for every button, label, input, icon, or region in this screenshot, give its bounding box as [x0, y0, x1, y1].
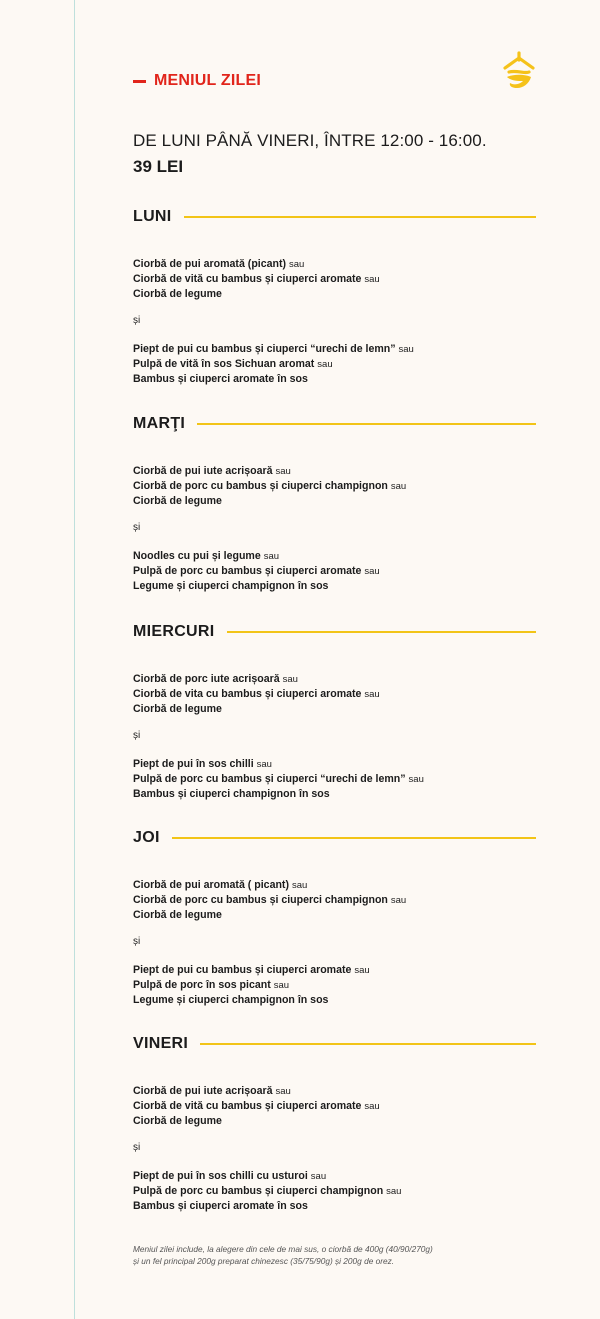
and-separator: și [133, 936, 141, 947]
soup-option: Ciorbă de vita cu bambus și ciuperci aromate sau [133, 688, 380, 700]
day-divider [172, 837, 536, 839]
serving-hours: DE LUNI PÂNĂ VINERI, ÎNTRE 12:00 - 16:00. [133, 131, 487, 150]
main-option: Piept de pui în sos chilli sau [133, 758, 272, 770]
title-dash [133, 80, 146, 83]
day-name: MIERCURI [133, 623, 215, 640]
restaurant-logo-icon [499, 50, 539, 92]
day-name: VINERI [133, 1035, 189, 1052]
menu-footnote [133, 1243, 553, 1267]
soup-option: Ciorbă de pui iute acrișoară sau [133, 1085, 291, 1097]
day-divider [197, 423, 536, 425]
day-section-miercuri [133, 622, 536, 801]
and-separator: și [133, 522, 141, 533]
soup-option: Ciorbă de legume [133, 495, 222, 507]
main-option: Legume și ciuperci champignon în sos [133, 580, 329, 592]
day-name: MARŢI [133, 415, 186, 432]
soup-option: Ciorbă de legume [133, 703, 222, 715]
footnote-line: Meniul zilei include, la alegere din cele de mai sus, o ciorbă de 400g (40/90/270g) [133, 1244, 433, 1254]
and-separator: și [133, 730, 141, 741]
main-option: Legume și ciuperci champignon în sos [133, 994, 329, 1006]
main-option: Pulpă de porc în sos picant sau [133, 979, 290, 991]
day-section-joi [133, 828, 536, 1007]
soup-option: Ciorbă de porc cu bambus și ciuperci champignon sau [133, 480, 407, 492]
main-option: Pulpă de porc cu bambus și ciuperci “urechi de lemn” sau [133, 773, 424, 785]
footnote-line: și un fel principal 200g preparat chinezesc (35/75/90g) și 200g de orez. [133, 1256, 395, 1266]
menu-price: 39 LEI [133, 157, 184, 176]
main-option: Piept de pui cu bambus și ciuperci “urechi de lemn” sau [133, 343, 414, 355]
soup-option: Ciorbă de legume [133, 909, 222, 921]
menu-header [133, 72, 261, 90]
main-option: Pulpă de porc cu bambus și ciuperci aromate sau [133, 565, 380, 577]
soup-option: Ciorbă de pui aromată (picant) sau [133, 258, 305, 270]
main-option: Bambus și ciuperci aromate în sos [133, 1200, 308, 1212]
day-name: LUNI [133, 208, 172, 225]
main-option: Bambus și ciuperci champignon în sos [133, 788, 330, 800]
main-option: Piept de pui cu bambus și ciuperci aromate sau [133, 964, 370, 976]
day-section-luni [133, 207, 536, 386]
soup-option: Ciorbă de pui iute acrișoară sau [133, 465, 291, 477]
day-divider [200, 1043, 536, 1045]
soup-option: Ciorbă de legume [133, 1115, 222, 1127]
page-title: MENIUL ZILEI [154, 72, 261, 89]
main-option: Noodles cu pui și legume sau [133, 550, 280, 562]
left-margin-rule [74, 0, 75, 1319]
soup-option: Ciorbă de vită cu bambus și ciuperci aromate sau [133, 1100, 380, 1112]
and-separator: și [133, 315, 141, 326]
soup-option: Ciorbă de porc iute acrișoară sau [133, 673, 298, 685]
day-section-marti [133, 414, 536, 593]
main-option: Pulpă de vită în sos Sichuan aromat sau [133, 358, 333, 370]
main-option: Bambus și ciuperci aromate în sos [133, 373, 308, 385]
and-separator: și [133, 1142, 141, 1153]
main-option: Pulpă de porc cu bambus și ciuperci champignon sau [133, 1185, 402, 1197]
soup-option: Ciorbă de pui aromată ( picant) sau [133, 879, 308, 891]
day-section-vineri [133, 1034, 536, 1213]
soup-option: Ciorbă de legume [133, 288, 222, 300]
day-divider [227, 631, 536, 633]
day-name: JOI [133, 829, 160, 846]
main-option: Piept de pui în sos chilli cu usturoi sau [133, 1170, 327, 1182]
soup-option: Ciorbă de vită cu bambus și ciuperci aromate sau [133, 273, 380, 285]
day-divider [184, 216, 536, 218]
soup-option: Ciorbă de porc cu bambus și ciuperci champignon sau [133, 894, 407, 906]
